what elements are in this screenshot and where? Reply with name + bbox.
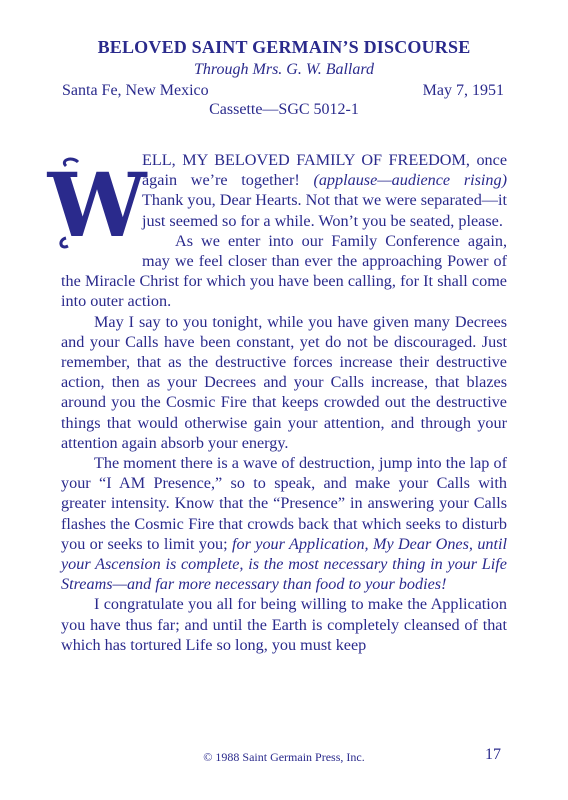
svg-text:W: W	[47, 153, 147, 257]
discourse-title: BELOVED SAINT GERMAIN’S DISCOURSE	[97, 37, 471, 57]
date: May 7, 1951	[422, 82, 504, 99]
cassette-reference: Cassette—SGC 5012-1	[209, 101, 359, 118]
paragraph-4	[61, 453, 507, 594]
paragraph-4-lead: The moment there is a wave of destruction, jump into the lap of your “I AM Presence,” so to speak, and make your Calls with greater intensity. Know that the “Presence” in answering your Calls flashes the Cosmic Fire that crowds back that which seeks to disturb you or seeks to limit you;	[61, 454, 507, 553]
paragraph-3: May I say to you tonight, while you have given many Decrees and your Calls have been constant, yet do not be discouraged. Just remember, that as the destructive forces increase their destructive action, then as your Decrees and your Calls increase, that blazes around you the Cosmic Fire that keeps crowded out the destructive things that would otherwise gain your attention, and through your attention again absorb your energy.	[61, 312, 507, 452]
paragraph-1-lead: ELL, MY BELOVED FAMILY OF FREEDOM, once again we’re together!	[142, 151, 507, 190]
drop-cap-flourish-icon	[47, 153, 147, 257]
paragraph-1	[47, 150, 507, 257]
drop-cap	[47, 153, 147, 257]
discourse-subtitle: Through Mrs. G. W. Ballard	[193, 61, 375, 78]
discourse-body	[47, 150, 507, 655]
paragraph-5: I congratulate you all for being willing to make the Application you have thus far; and until the Earth is completely cleansed of that which has tortured Life so long, you must keep	[61, 595, 507, 654]
paragraph-1-rest: Thank you, Dear Hearts. Not that we were separated—it just seemed so for a while. Won’t you be seated, please.	[142, 191, 507, 230]
location: Santa Fe, New Mexico	[62, 82, 209, 99]
paragraph-2: As we enter into our Family Conference again, may we feel closer than ever the approaching Power of the Miracle Christ for which you have been calling, for It shall come into outer action.	[61, 231, 507, 311]
copyright-notice: © 1988 Saint Germain Press, Inc.	[203, 750, 365, 764]
paragraph-1-stage-direction: (applause—audience rising)	[313, 171, 507, 190]
paragraph-4-emphasis: for your Application, My Dear Ones, until your Ascension is complete, is the most necessary thing in your Life Streams—and far more necessary than food to your bodies!	[61, 534, 507, 594]
page-number: 17	[485, 746, 501, 763]
